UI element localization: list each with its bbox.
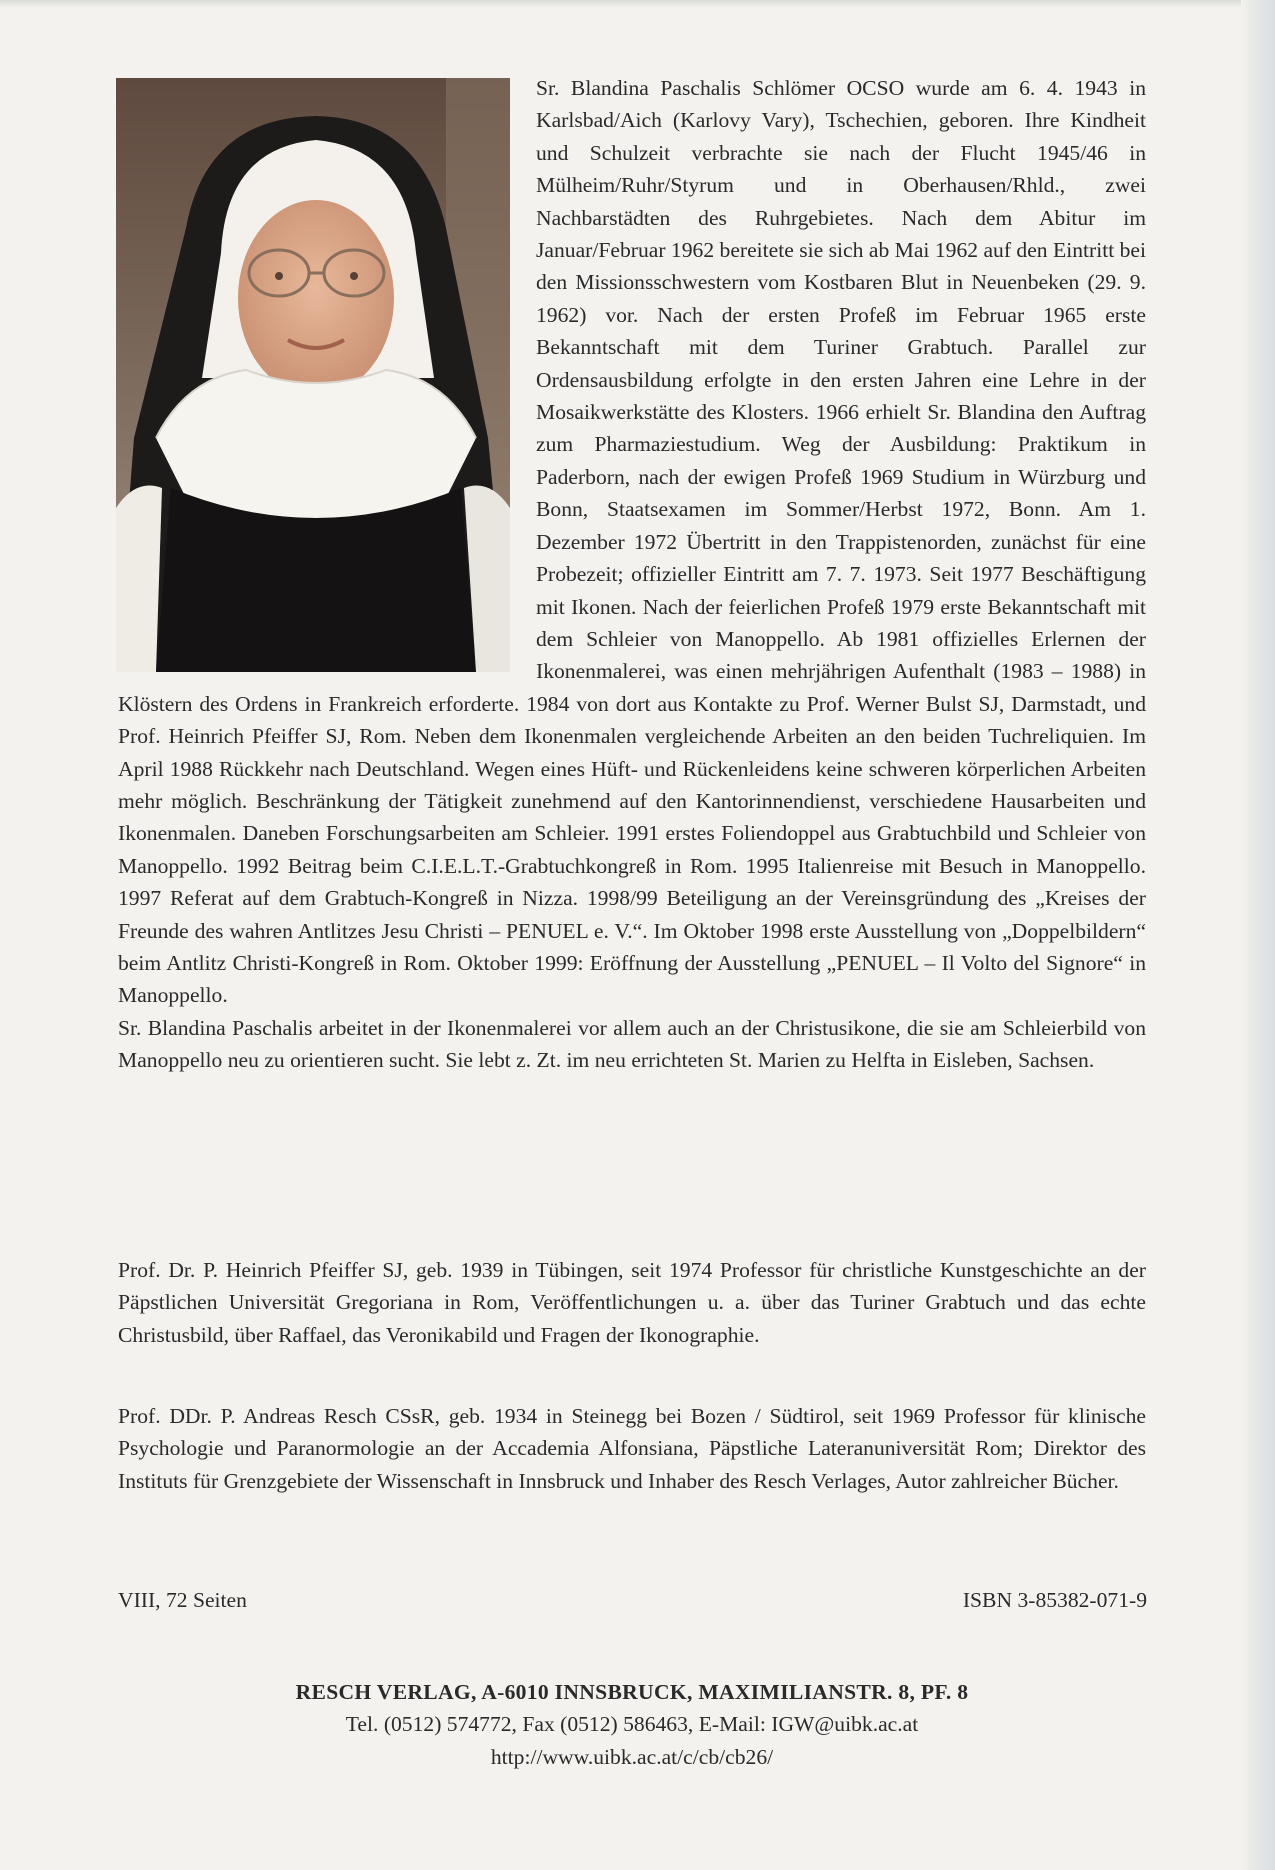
isbn-number: ISBN 3-85382-071-9 bbox=[962, 1588, 1147, 1612]
page-count: VIII, 72 Seiten bbox=[118, 1588, 247, 1612]
publisher-block bbox=[118, 1676, 1146, 1773]
author-portrait-photo bbox=[116, 78, 510, 672]
publisher-name: RESCH VERLAG, A-6010 INNSBRUCK, MAXIMILIANSTR. 8, PF. 8 bbox=[295, 1680, 969, 1704]
biography-text: Sr. Blandina Paschalis Schlömer OCSO wurde am 6. 4. 1943 in Karlsbad/Aich (Karlovy Vary), Tschechien, geboren. Ihre Kindheit und Schulzeit verbrachte sie nach der Flucht 1945/46 in Mülheim/Ruhr/Styrum und in Oberhausen/Rhld., zwei Nachbarstädten des Ruhrgebietes. Nach dem Abitur im Januar/Februar 1962 bereitete sie sich ab Mai 1962 auf den Eintritt bei den Missionsschwestern vom Kostbaren Blut in Neuenbeken (29. 9. 1962) vor. Nach der ersten Profeß im Februar 1965 erste Bekanntschaft mit dem Turiner Grabtuch. Parallel zur Ordensausbildung erfolgte in den ersten Jahren eine Lehre in der Mosaikwerkstätte des Klosters. 1966 erhielt Sr. Blandina den Auftrag zum Pharmaziestudium. Weg der Ausbildung: Praktikum in Paderborn, nach der ewigen Profeß 1969 Studium in Würzburg und Bonn, Staatsexamen im Sommer/Herbst 1972, Bonn. Am 1. Dezember 1972 Übertritt in den Trappistenorden, zunächst für eine Probezeit; offizieller Eintritt am 7. 7. 1973. Seit 1977 Beschäftigung mit Ikonen. Nach der feierlichen Profeß 1979 erste Bekanntschaft mit dem Schleier von Manoppello. Ab 1981 offizielles Erlernen der Ikonenmalerei, was einen mehrjährigen Aufenthalt (1983 – 1988) in Klöstern des Ordens in Frankreich erforderte. 1984 von dort aus Kontakte zu Prof. Werner Bulst SJ, Darmstadt, und Prof. Heinrich Pfeiffer SJ, Rom. Neben dem Ikonenmalen vergleichende Arbeiten an den beiden Tuchreliquien. Im April 1988 Rückkehr nach Deutschland. Wegen eines Hüft- und Rückenleidens keine schweren körperlichen Arbeiten mehr möglich. Beschränkung der Tätigkeit zunehmend auf den Kantorinnendienst, verschiedene Hausarbeiten und Ikonenmalen. Daneben Forschungsarbeiten am Schleier. 1991 erstes Foliendoppel aus Grabtuchbild und Schleier von Manoppello. 1992 Beitrag beim C.I.E.L.T.-Grabtuchkongreß in Rom. 1995 Italienreise mit Besuch in Manoppello. 1997 Referat auf dem Grabtuch-Kongreß in Nizza. 1998/99 Beteiligung an der Vereinsgründung des „Kreises der Freunde des wahren Antlitzes Jesu Christi – PENUEL e. V.“. Im Oktober 1998 erste Ausstellung von „Doppelbildern“ beim Antlitz Christi-Kongreß in Rom. Oktober 1999: Eröffnung der Ausstellung „PENUEL – Il Volto del Signore“ in Manoppello. bbox=[118, 76, 1146, 1008]
page-right-edge bbox=[1241, 0, 1275, 1870]
nun-portrait-illustration bbox=[116, 78, 510, 672]
page-top-edge bbox=[0, 0, 1275, 8]
biography-text-continued: Sr. Blandina Paschalis arbeitet in der Ikonenmalerei vor allem auch an der Christusikone, die sie am Schleierbild von Manoppello neu zu orientieren sucht. Sie lebt z. Zt. im neu errichteten St. Marien zu Helfta in Eisleben, Sachsen. bbox=[118, 1015, 1146, 1073]
biography-section bbox=[118, 72, 1146, 1077]
author-pfeiffer-bio: Prof. Dr. P. Heinrich Pfeiffer SJ, geb. 1939 in Tübingen, seit 1974 Professor für christliche Kunstgeschichte an der Päpstlichen Universität Gregoriana in Rom, Veröffentlichungen u. a. über das Turiner Grabtuch und das echte Christusbild, über Raffael, das Veronikabild und Fragen der Ikonographie. bbox=[118, 1258, 1146, 1347]
publisher-url: http://www.uibk.ac.at/c/cb/cb26/ bbox=[490, 1744, 774, 1769]
publisher-contact: Tel. (0512) 574772, Fax (0512) 586463, E-Mail: IGW@uibk.ac.at bbox=[345, 1712, 919, 1737]
author-resch-bio: Prof. DDr. P. Andreas Resch CSsR, geb. 1934 in Steinegg bei Bozen / Südtirol, seit 1969 Professor für klinische Psychologie und Paranormologie an der Accademia Alfonsiana, Päpstliche Lateranuniversität Rom; Direktor des Instituts für Grenzgebiete der Wissenschaft in Innsbruck und Inhaber des Resch Verlages, Autor zahlreicher Bücher. bbox=[118, 1404, 1146, 1493]
